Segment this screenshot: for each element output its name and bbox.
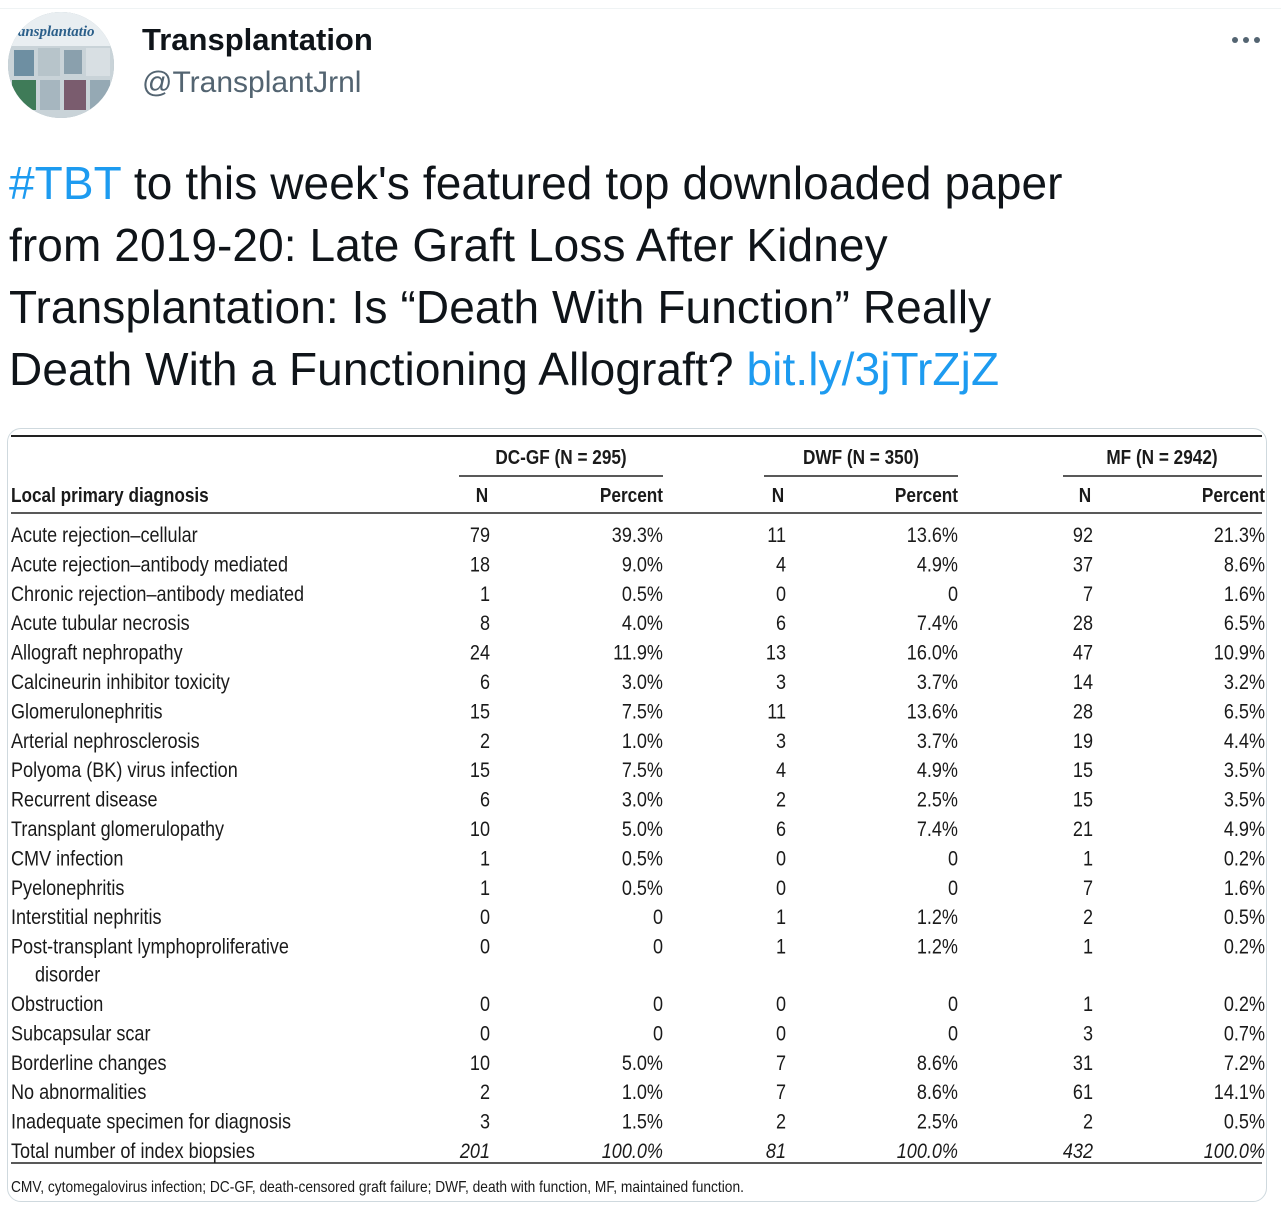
avatar-wordmark: ransplantatio [12,24,95,40]
cell-n: 28 [1072,611,1093,636]
cell-percent: 8.6% [1223,553,1265,577]
cell-percent: 0 [947,992,958,1017]
cell-n: 3 [775,670,786,695]
cell-n: 7 [1082,582,1093,607]
cell-percent: 4.0% [621,611,663,636]
cell-n: 3 [775,729,786,754]
cell-n: 8 [479,611,490,636]
cell-percent: 1.6% [1223,582,1265,607]
cell-n: 92 [1072,523,1093,548]
cell-n: 6 [479,670,490,695]
cell-percent: 0.7% [1223,1022,1265,1046]
cell-n: 1 [479,582,490,607]
row-label: Chronic rejection–antibody mediated [11,582,305,607]
row-label-continued: disorder [35,963,101,987]
row-label: Transplant glomerulopathy [11,817,225,842]
cell-n: 6 [775,611,786,636]
cell-percent: 3.5% [1223,788,1265,812]
cell-percent: 0.2% [1223,847,1265,871]
cell-percent: 14.1% [1213,1080,1265,1105]
cell-n: 37 [1072,553,1093,577]
tweet-text-segment: Death With a Functioning Allograft? [9,343,747,395]
group-header: DWF (N = 350) [802,445,920,469]
cell-percent: 0.2% [1223,935,1265,959]
cell-n: 11 [767,700,786,724]
table-body [11,524,1265,1197]
cell-n: 1 [1082,992,1093,1017]
cell-n: 2 [775,1110,786,1134]
cell-percent: 9.0% [621,553,663,577]
cell-percent: 4.9% [916,758,958,783]
cell-percent: 39.3% [611,523,663,548]
tweet-line-3: Transplantation: Is “Death With Function” Really [9,281,992,333]
total-cell-percent: 100.0% [601,1139,663,1164]
cell-percent: 1.2% [916,935,958,959]
cell-percent: 0.5% [621,582,663,607]
cell-percent: 0.5% [621,847,663,871]
row-label: Inadequate specimen for diagnosis [11,1110,292,1134]
cell-percent: 0.5% [1223,1110,1265,1134]
cell-percent: 3.7% [916,670,958,695]
cell-n: 11 [767,523,786,548]
cell-percent: 3.0% [621,788,663,812]
row-label: Interstitial nephritis [11,905,162,930]
cell-percent: 0 [652,905,663,930]
display-name[interactable]: Transplantation [142,22,373,57]
subheader-n: N [771,483,785,507]
cell-n: 0 [775,847,786,871]
row-label: Acute rejection–cellular [11,523,198,548]
cell-percent: 8.6% [916,1080,958,1105]
cell-n: 0 [479,905,490,930]
cell-percent: 6.5% [1223,611,1265,636]
cell-percent: 2.5% [916,1110,958,1134]
cell-n: 10 [469,817,490,842]
cell-n: 0 [775,876,786,901]
cell-n: 0 [775,1022,786,1046]
tweet-text [9,152,1249,400]
cell-n: 1 [479,876,490,901]
total-cell-n: 81 [765,1139,786,1164]
total-cell-percent: 100.0% [1203,1139,1265,1164]
cell-n: 4 [775,758,786,783]
cell-percent: 6.5% [1223,700,1265,724]
tweet-line-2: from 2019-20: Late Graft Loss After Kidney [9,219,888,271]
cell-n: 1 [775,935,786,959]
cell-percent: 3.5% [1223,758,1265,783]
subheader-n: N [1078,483,1092,507]
cell-percent: 0 [652,935,663,959]
cell-percent: 5.0% [621,817,663,842]
account-handle[interactable]: @TransplantJrnl [142,66,362,99]
cell-n: 28 [1072,700,1093,724]
cell-n: 0 [479,992,490,1017]
subheader-percent: Percent [599,483,663,507]
cell-n: 1 [1082,935,1093,959]
cell-percent: 0 [947,582,958,607]
tweet-image[interactable] [7,428,1267,1202]
more-horizontal-icon-dot [1254,37,1260,43]
cell-n: 0 [775,992,786,1017]
cell-n: 1 [479,847,490,871]
row-label: Calcineurin inhibitor toxicity [11,670,230,695]
cell-percent: 0 [652,1022,663,1046]
cell-percent: 4.9% [916,553,958,577]
cell-n: 2 [479,1080,490,1105]
cell-n: 1 [1082,847,1093,871]
cell-n: 15 [1072,758,1093,783]
cell-percent: 1.6% [1223,876,1265,901]
row-label: Borderline changes [11,1051,167,1076]
tweet-line-4 [9,338,1249,400]
cell-percent: 0 [947,876,958,901]
total-label: Total number of index biopsies [11,1139,255,1164]
tweet-text-segment: to this week's featured top downloaded paper [121,157,1063,209]
cell-percent: 7.4% [916,611,958,636]
cell-n: 19 [1072,729,1093,754]
cell-percent: 2.5% [916,788,958,812]
cell-percent: 16.0% [906,641,958,665]
row-label: Recurrent disease [11,788,158,812]
cell-percent: 0.5% [1223,905,1265,930]
row-label: Polyoma (BK) virus infection [11,758,238,783]
cell-n: 15 [469,700,490,724]
total-cell-percent: 100.0% [896,1139,958,1164]
cell-n: 3 [1082,1022,1093,1046]
row-header-label: Local primary diagnosis [11,483,209,507]
hashtag-link[interactable]: #TBT [9,157,122,209]
cell-percent: 7.4% [916,817,958,842]
cell-percent: 5.0% [621,1051,663,1076]
cell-n: 4 [775,553,786,577]
cell-percent: 0.5% [621,876,663,901]
cell-n: 1 [775,905,786,930]
cell-percent: 1.0% [621,1080,663,1105]
cell-n: 7 [1082,876,1093,901]
cell-n: 6 [479,788,490,812]
short-url-link[interactable]: bit.ly/3jTrZjZ [746,343,1000,395]
group-header: MF (N = 2942) [1106,445,1218,469]
cell-percent: 0.2% [1223,992,1265,1017]
cell-n: 6 [775,817,786,842]
row-label: Arterial nephrosclerosis [11,729,200,754]
more-horizontal-icon [1232,37,1238,43]
cell-percent: 3.7% [916,729,958,754]
row-label: Allograft nephropathy [11,641,183,665]
cell-n: 79 [469,523,490,548]
top-divider [0,8,1281,9]
cell-n: 2 [775,788,786,812]
cell-n: 0 [479,935,490,959]
cell-n: 10 [469,1051,490,1076]
cell-n: 2 [1082,905,1093,930]
row-label: Pyelonephritis [11,876,125,901]
total-cell-n: 432 [1062,1139,1093,1164]
tweet-line-1 [9,152,1249,214]
cell-percent: 7.5% [621,758,663,783]
group-header: DC-GF (N = 295) [495,445,627,469]
cell-percent: 1.5% [621,1110,663,1134]
cell-n: 21 [1072,817,1093,842]
cell-n: 0 [479,1022,490,1046]
cell-percent: 1.0% [621,729,663,754]
more-horizontal-icon-dot [1243,37,1249,43]
cell-n: 15 [469,758,490,783]
avatar[interactable] [8,12,114,118]
cell-percent: 21.3% [1213,523,1265,548]
cell-n: 31 [1072,1051,1093,1076]
cell-n: 24 [469,641,490,665]
cell-percent: 10.9% [1213,641,1265,665]
row-label: Glomerulonephritis [11,700,163,724]
row-label: Acute tubular necrosis [11,611,190,636]
cell-percent: 8.6% [916,1051,958,1076]
cell-n: 47 [1072,641,1093,665]
cell-percent: 7.2% [1223,1051,1265,1076]
journal-cover-image [8,12,114,118]
cell-n: 2 [1082,1110,1093,1134]
total-cell-n: 201 [459,1139,490,1164]
row-label: Subcapsular scar [11,1022,151,1046]
cell-n: 0 [775,582,786,607]
cell-percent: 13.6% [906,523,958,548]
diagnosis-table [8,429,1266,1201]
cell-percent: 0 [652,992,663,1017]
cell-percent: 4.9% [1223,817,1265,842]
cell-percent: 0 [947,1022,958,1046]
row-label: Acute rejection–antibody mediated [11,553,289,577]
cell-percent: 0 [947,847,958,871]
cell-n: 14 [1072,670,1093,695]
subheader-percent: Percent [1201,483,1265,507]
table-footnote: CMV, cytomegalovirus infection; DC-GF, death-censored graft failure; DWF, death with function, MF, maintained function. [11,1178,744,1197]
subheader-percent: Percent [894,483,958,507]
cell-percent: 4.4% [1223,729,1265,754]
row-label: Obstruction [11,992,104,1017]
more-options-button[interactable] [1226,22,1266,58]
cell-percent: 13.6% [906,700,958,724]
cell-n: 7 [775,1080,786,1105]
cell-n: 7 [775,1051,786,1076]
cell-percent: 7.5% [621,700,663,724]
cell-n: 13 [765,641,786,665]
subheader-n: N [475,483,489,507]
row-label: Post-transplant lymphoproliferative [11,935,289,959]
cell-percent: 3.2% [1223,670,1265,695]
cell-n: 61 [1072,1080,1093,1105]
cell-n: 3 [479,1110,490,1134]
row-label: CMV infection [11,847,124,871]
cell-n: 15 [1072,788,1093,812]
cell-n: 18 [469,553,490,577]
cell-n: 2 [479,729,490,754]
cell-percent: 3.0% [621,670,663,695]
cell-percent: 11.9% [613,641,663,665]
row-label: No abnormalities [11,1080,147,1105]
cell-percent: 1.2% [916,905,958,930]
